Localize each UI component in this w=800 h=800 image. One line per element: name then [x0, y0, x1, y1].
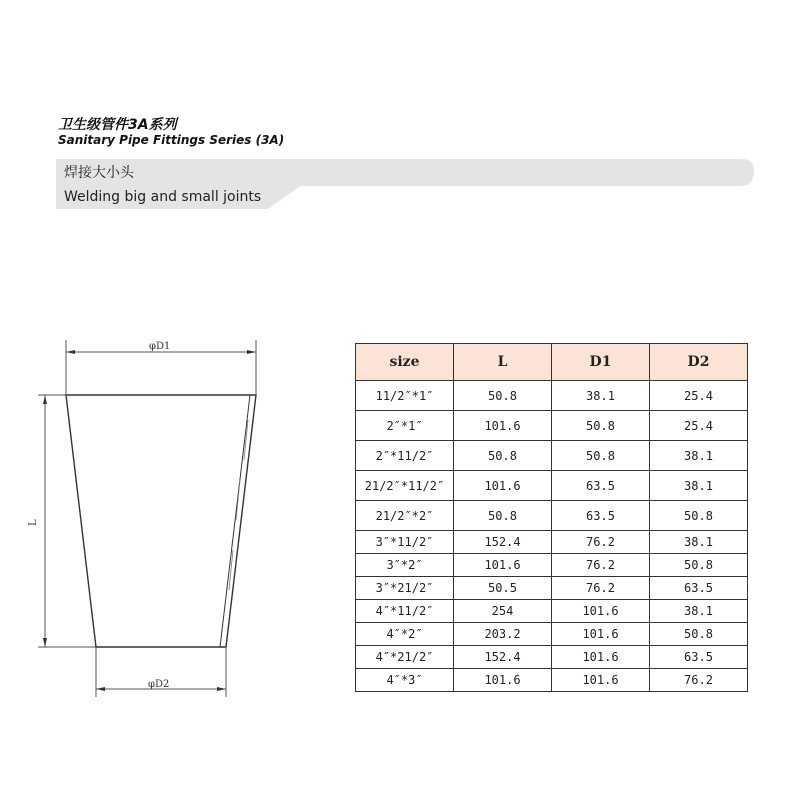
cell-d1: 76.2	[552, 577, 650, 600]
cell-size: 21/2″*2″	[356, 501, 454, 531]
cell-l: 50.8	[454, 381, 552, 411]
cell-l: 101.6	[454, 669, 552, 692]
section-title-chinese: 焊接大小头	[64, 165, 134, 181]
table-row	[356, 600, 748, 623]
cell-size: 4″*3″	[356, 669, 454, 692]
table-row	[356, 554, 748, 577]
table-row	[356, 646, 748, 669]
cell-l: 203.2	[454, 623, 552, 646]
cell-size: 21/2″*11/2″	[356, 471, 454, 501]
cell-d1: 101.6	[552, 646, 650, 669]
table-row	[356, 411, 748, 441]
cell-d1: 38.1	[552, 381, 650, 411]
cell-d1: 50.8	[552, 441, 650, 471]
column-header-d2: D2	[650, 344, 748, 381]
cell-l: 152.4	[454, 646, 552, 669]
cell-d2: 38.1	[650, 471, 748, 501]
reducer-body	[66, 395, 256, 647]
table-row	[356, 623, 748, 646]
cell-d1: 101.6	[552, 600, 650, 623]
cell-size: 3″*21/2″	[356, 577, 454, 600]
cell-l: 152.4	[454, 531, 552, 554]
l-arrow-bottom	[43, 638, 47, 647]
cell-d1: 63.5	[552, 501, 650, 531]
cell-d2: 63.5	[650, 577, 748, 600]
d1-arrow-right	[247, 350, 256, 354]
column-header-d1: D1	[552, 344, 650, 381]
l-arrow-top	[43, 395, 47, 404]
cell-d1: 76.2	[552, 554, 650, 577]
cell-d2: 50.8	[650, 623, 748, 646]
cell-d2: 38.1	[650, 531, 748, 554]
d2-arrow-right	[217, 687, 226, 691]
cell-d1: 101.6	[552, 669, 650, 692]
cell-l: 101.6	[454, 471, 552, 501]
table-row	[356, 471, 748, 501]
cell-d2: 38.1	[650, 600, 748, 623]
cell-d2: 76.2	[650, 669, 748, 692]
cell-size: 2″*1″	[356, 411, 454, 441]
cell-d2: 50.8	[650, 501, 748, 531]
table-row	[356, 441, 748, 471]
l-label: L	[28, 519, 39, 526]
table-row	[356, 531, 748, 554]
d1-arrow-left	[66, 350, 75, 354]
table-row	[356, 577, 748, 600]
cell-l: 50.5	[454, 577, 552, 600]
cell-size: 3″*2″	[356, 554, 454, 577]
specification-table	[355, 343, 748, 692]
d2-arrow-left	[96, 687, 105, 691]
cell-d2: 25.4	[650, 381, 748, 411]
cell-d1: 63.5	[552, 471, 650, 501]
d2-label: φD2	[148, 679, 170, 690]
column-header-l: L	[454, 344, 552, 381]
cell-size: 3″*11/2″	[356, 531, 454, 554]
table-row	[356, 669, 748, 692]
page-title-english: Sanitary Pipe Fittings Series (3A)	[58, 133, 285, 147]
cell-d1: 76.2	[552, 531, 650, 554]
cell-size: 2″*11/2″	[356, 441, 454, 471]
cell-d2: 25.4	[650, 411, 748, 441]
cell-l: 50.8	[454, 441, 552, 471]
page-title-chinese: 卫生级管件3A系列	[58, 117, 177, 133]
cell-d2: 63.5	[650, 646, 748, 669]
cell-size: 11/2″*1″	[356, 381, 454, 411]
cell-d1: 50.8	[552, 411, 650, 441]
cell-l: 101.6	[454, 411, 552, 441]
cell-l: 50.8	[454, 501, 552, 531]
section-title-english: Welding big and small joints	[64, 189, 262, 205]
table-row	[356, 501, 748, 531]
cell-size: 4″*2″	[356, 623, 454, 646]
cell-size: 4″*21/2″	[356, 646, 454, 669]
cell-l: 254	[454, 600, 552, 623]
cell-d1: 101.6	[552, 623, 650, 646]
d1-label: φD1	[149, 341, 171, 352]
cell-d2: 50.8	[650, 554, 748, 577]
cell-size: 4″*11/2″	[356, 600, 454, 623]
table-row	[356, 381, 748, 411]
cell-l: 101.6	[454, 554, 552, 577]
cell-d2: 38.1	[650, 441, 748, 471]
table-header-row	[356, 344, 748, 381]
column-header-size: size	[356, 344, 454, 381]
